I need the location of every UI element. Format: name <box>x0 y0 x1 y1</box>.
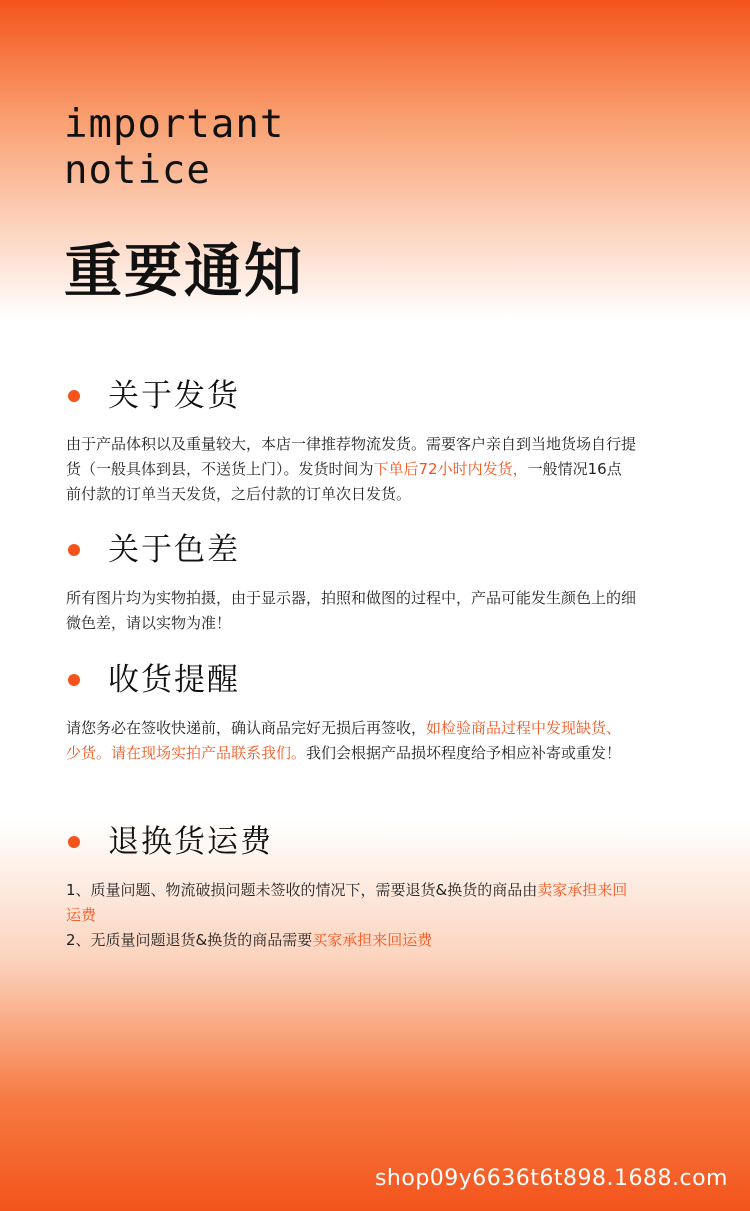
shop-url[interactable]: shop09y6636t6t898.1688.com <box>374 1166 728 1191</box>
highlight-text: 如检验商品过程中发现缺货、少货。请在现场实拍产品联系我们。 <box>66 719 622 762</box>
section-title: 退换货运费 <box>108 824 273 860</box>
english-title <box>64 102 284 194</box>
bullet-dot-icon <box>68 544 80 556</box>
section-paragraph <box>66 586 636 636</box>
section-header <box>66 530 636 574</box>
section-color-difference <box>66 530 636 636</box>
section-shipping <box>66 376 636 507</box>
section-header <box>66 660 636 704</box>
english-title-line-2: notice <box>64 148 211 193</box>
paragraph-text: 请您务必在签收快递前，确认商品完好无损后再签收， <box>66 719 427 737</box>
bullet-dot-icon <box>68 674 80 686</box>
paragraph-text: 所有图片均为实物拍摄，由于显示器，拍照和做图的过程中，产品可能发生颜色上的细微色差，请以实物为准！ <box>66 589 637 632</box>
section-header <box>66 376 636 420</box>
list-item <box>66 878 636 928</box>
page-title: 重要通知 <box>64 237 305 305</box>
section-paragraph <box>66 432 636 507</box>
section-title: 关于发货 <box>108 378 240 414</box>
section-header <box>66 822 636 866</box>
section-title: 收货提醒 <box>108 662 240 698</box>
section-paragraph <box>66 878 636 953</box>
section-return-shipping <box>66 822 636 953</box>
section-receipt-reminder <box>66 660 636 766</box>
bullet-dot-icon <box>68 390 80 402</box>
bullet-dot-icon <box>68 836 80 848</box>
paragraph-text: 我们会根据产品损坏程度给予相应补寄或重发！ <box>306 744 622 762</box>
list-item-text: 1、质量问题、物流破损问题未签收的情况下，需要退货&换货的商品由 <box>66 881 538 899</box>
highlight-text: 卖家承担来回运费 <box>66 881 628 924</box>
highlight-text: 下单后72小时内发货， <box>373 460 528 478</box>
highlight-text: 买家承担来回运费 <box>312 931 433 949</box>
list-item-text: 2、无质量问题退货&换货的商品需要 <box>66 931 313 949</box>
list-item <box>66 928 636 953</box>
section-paragraph <box>66 716 636 766</box>
section-title: 关于色差 <box>108 532 240 568</box>
paragraph-text: 一般情况16点前付款的订单当天发货，之后付款的订单次日发货。 <box>66 460 622 503</box>
paragraph-text: 由于产品体积以及重量较大，本店一律推荐物流发货。需要客户亲自到当地货场自行提货（一般具体到县，不送货上门）。发货时间为 <box>66 435 637 478</box>
english-title-line-1: important <box>64 102 285 147</box>
